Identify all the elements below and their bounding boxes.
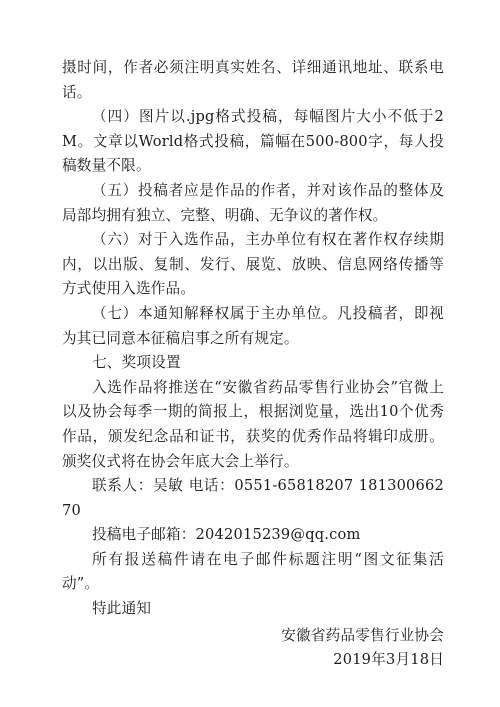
paragraph-contact-person: 联系人：吴敏 电话：0551-65818207 18130066270	[62, 477, 444, 519]
paragraph-item-7: （七）本通知解释权属于主办单位。凡投稿者，即视为其已同意本征稿启事之所有规定。	[62, 304, 444, 347]
paragraph-contact-note: 摄时间，作者必须注明真实姓名、详细通讯地址、联系电话。	[62, 59, 444, 101]
paragraph-item-4: （四）图片以.jpg格式投稿，每幅图片大小不低于2M。文章以World格式投稿，篇幅在500-800字，每人投稿数量不限。	[62, 108, 444, 175]
signature-date: 2019年3月18日	[333, 651, 444, 669]
paragraph-item-6: （六）对于入选作品，主办单位有权在著作权存续期内，以出版、复制、发行、展览、放映、信息网络传播等方式使用入选作品。	[62, 231, 444, 298]
paragraph-submission-email: 投稿电子邮箱：2042015239@qq.com	[92, 526, 361, 544]
paragraph-item-5: （五）投稿者应是作品的作者，并对该作品的整体及局部均拥有独立、完整、明确、无争议的著作权。	[62, 181, 444, 224]
signature-organization: 安徽省药品零售行业协会	[281, 626, 444, 644]
paragraph-closing: 特此通知	[92, 600, 152, 618]
paragraph-email-subject-note: 所有报送稿件请在电子邮件标题注明“图文征集活动”。	[62, 550, 444, 593]
paragraph-awards: 入选作品将推送在“安徽省药品零售行业协会”官微上以及协会每季一期的简报上，根据浏览量，选出10个优秀作品，颁发纪念品和证书，获奖的优秀作品将辑印成册。颁奖仪式将在协会年底大会上举行。	[62, 378, 444, 470]
document-body	[62, 56, 444, 673]
section-heading-awards: 七、奖项设置	[92, 354, 181, 372]
